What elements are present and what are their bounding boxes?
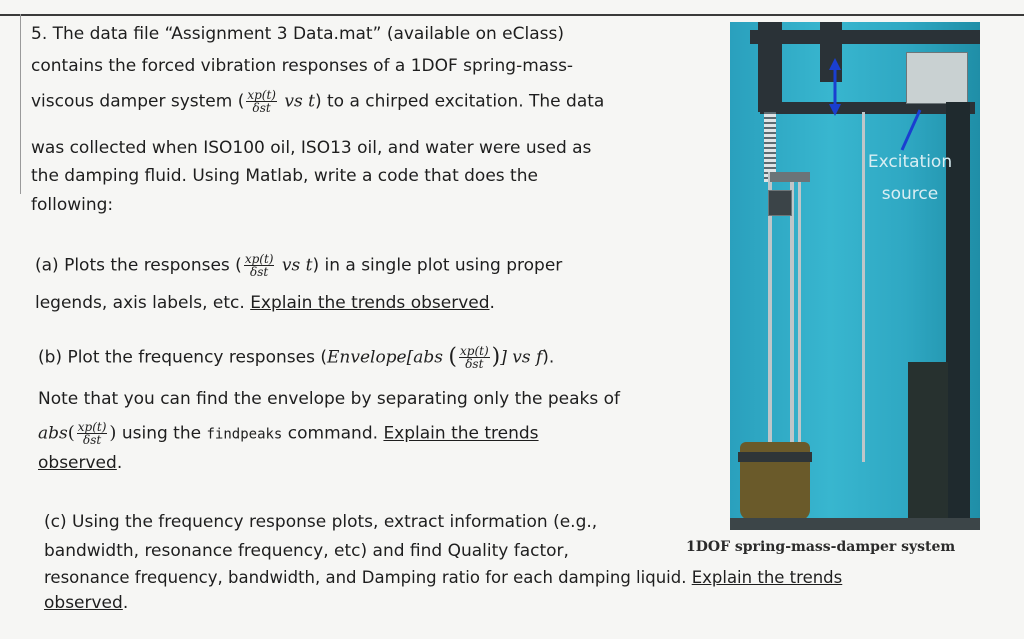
explain-link-c: Explain the trends [691,568,843,587]
top-rule [0,14,1024,16]
part-b-line3: abs( $\frac{xp(t)}{\text{δst}}$ ) using the findpeaks command. Explain the trends [38,420,539,447]
ratio-fraction: $\frac{xp(t)}{\text{δst}}$ [77,420,107,447]
excitation-label: Excitation [867,152,953,172]
part-a-line2: legends, axis labels, etc. Explain the trends observed. [35,293,495,313]
q5-line2: contains the forced vibration responses of a 1DOF spring-mass- [31,56,574,76]
part-a-line1: (a) Plots the responses ( $\frac{xp(t)}{\text{δst}}$ vs t) in a single plot using proper [35,252,563,279]
part-c-line2: bandwidth, resonance frequency, etc) and find Quality factor, [44,541,569,561]
explain-link-b: Explain the trends [383,423,539,444]
findpeaks-code: findpeaks [206,426,283,443]
part-b-line2: Note that you can find the envelope by separating only the peaks of [38,389,621,409]
figure-caption: 1DOF spring-mass-damper system [686,539,956,555]
source-label: source [881,184,939,204]
part-c-line4: observed. [44,593,129,613]
ratio-fraction: $\frac{xp(t)}{\text{δst}}$ [247,88,276,115]
ratio-fraction: $\frac{xp(t)}{\text{δst}}$ [244,252,274,279]
q5-line6: following: [31,195,114,215]
part-c-line1: (c) Using the frequency response plots, extract information (e.g., [44,512,598,532]
q5-line3: viscous damper system ( $\frac{xp(t)}{\text{δst}}$ vs t) to a chirped excitation. The data [31,88,605,115]
annotation-arrows [730,22,980,530]
q5-line4: was collected when ISO100 oil, ISO13 oil, and water were used as [31,138,592,158]
left-rule [20,14,21,194]
q5-line5: the damping fluid. Using Matlab, write a code that does the [31,166,538,186]
explain-link-a: Explain the trends observed [250,293,490,313]
part-c-line3: resonance frequency, bandwidth, and Damping ratio for each damping liquid. Explain the trends [44,568,843,587]
ratio-fraction: $\frac{xp(t)}{\text{δst}}$ [460,344,489,371]
part-b-line4: observed. [38,453,123,473]
part-b-line1: (b) Plot the frequency responses (Envelope[abs ( $\frac{xp(t)}{\text{δst}}$ )] vs f). [38,344,555,371]
apparatus-photo [730,22,980,530]
q5-line1: 5. The data file “Assignment 3 Data.mat” (available on eClass) [31,24,564,44]
